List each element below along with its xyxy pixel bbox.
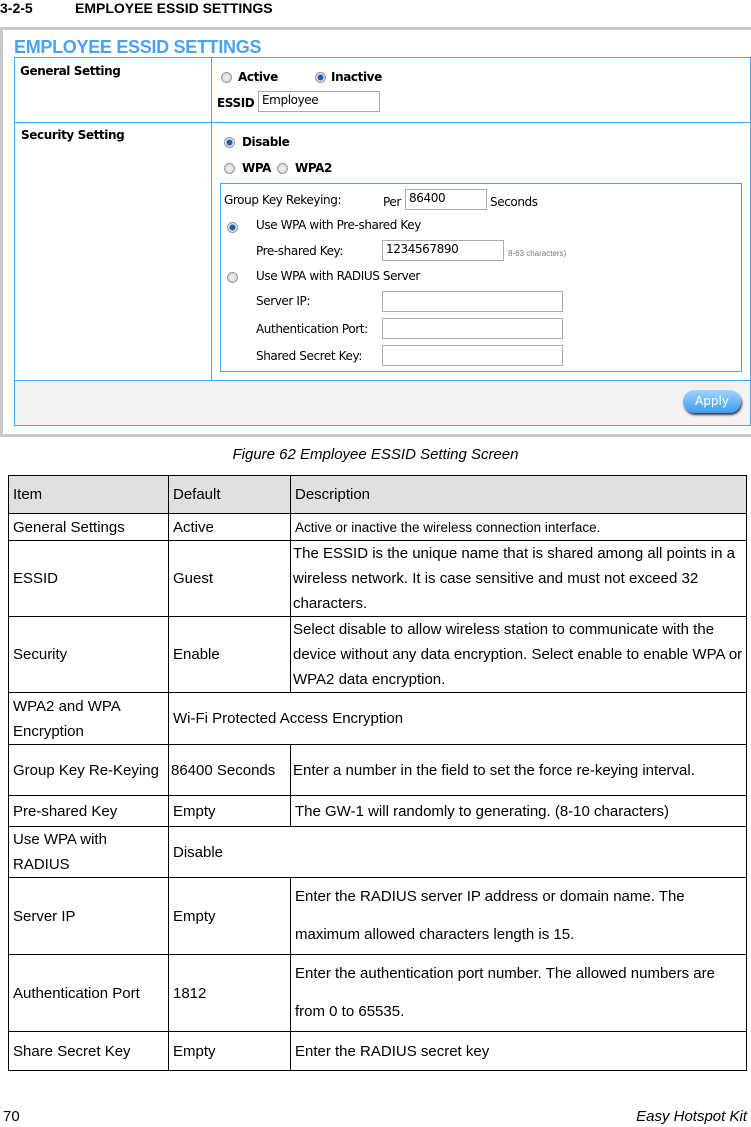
auth-port-label: Authentication Port: xyxy=(256,322,368,336)
table-row xyxy=(9,745,747,796)
screen-title: EMPLOYEE ESSID SETTINGS xyxy=(14,37,262,57)
disable-radio[interactable] xyxy=(224,137,235,148)
cell: Empty xyxy=(169,1032,291,1071)
cell: Group Key Re-Keying xyxy=(9,745,169,796)
cell: Use WPA with RADIUS xyxy=(9,827,169,878)
cell: WPA2 and WPA Encryption xyxy=(9,693,169,745)
cell: Guest xyxy=(169,541,291,617)
table-header xyxy=(9,476,747,514)
table-row xyxy=(9,827,747,878)
header-description: Description xyxy=(291,476,747,514)
psk-label: Pre-shared Key: xyxy=(256,244,344,258)
cell: General Settings xyxy=(9,514,169,541)
psk-option-label: Use WPA with Pre-shared Key xyxy=(256,218,421,232)
inactive-radio[interactable] xyxy=(315,72,326,83)
cell: 86400 Seconds xyxy=(169,745,291,796)
cell: Enter the authentication port number. The allowed numbers are from 0 to 65535. xyxy=(291,955,747,1032)
cell: Enter the RADIUS secret key xyxy=(291,1032,747,1071)
cell: 1812 xyxy=(169,955,291,1032)
security-setting-label: Security Setting xyxy=(21,128,125,142)
divider xyxy=(14,122,751,123)
cell: Active or inactive the wireless connection interface. xyxy=(291,514,747,541)
inactive-label: Inactive xyxy=(331,70,382,84)
figure-caption: Figure 62 Employee ESSID Setting Screen xyxy=(232,446,519,463)
cell: ESSID xyxy=(9,541,169,617)
psk-radio[interactable] xyxy=(227,222,238,233)
table-row xyxy=(9,955,747,1032)
server-ip-label: Server IP: xyxy=(256,294,310,308)
seconds-label: Seconds xyxy=(490,195,538,209)
essid-input[interactable]: Employee xyxy=(258,91,380,112)
psk-input[interactable]: 1234567890 xyxy=(382,240,504,261)
cell: Select disable to allow wireless station to communicate with the device without any data encryption. Select enable to enable WPA or WPA2 data encryption. xyxy=(291,617,747,693)
active-label: Active xyxy=(238,70,278,84)
disable-label: Disable xyxy=(242,135,290,149)
rekey-label: Group Key Rekeying: xyxy=(224,193,342,207)
cell: Enable xyxy=(169,617,291,693)
rekey-input[interactable]: 86400 xyxy=(405,189,487,210)
header-default: Default xyxy=(169,476,291,514)
secret-input[interactable] xyxy=(382,345,563,366)
cell: Wi-Fi Protected Access Encryption xyxy=(169,693,747,745)
cell: Share Secret Key xyxy=(9,1032,169,1071)
table-row xyxy=(9,878,747,955)
radius-option-label: Use WPA with RADIUS Server xyxy=(256,269,420,283)
cell: Pre-shared Key xyxy=(9,796,169,827)
cell: Active xyxy=(169,514,291,541)
cell: Enter a number in the field to set the force re-keying interval. xyxy=(291,745,747,796)
wpa-radio[interactable] xyxy=(224,163,235,174)
page-number: 70 xyxy=(3,1108,20,1125)
cell: Empty xyxy=(169,796,291,827)
header-item: Item xyxy=(9,476,169,514)
cell: The ESSID is the unique name that is shared among all points in a wireless network. It is case sensitive and must not exceed 32 characters. xyxy=(291,541,747,617)
wpa-label: WPA xyxy=(242,161,272,175)
secret-label: Shared Secret Key: xyxy=(256,349,362,363)
section-title: EMPLOYEE ESSID SETTINGS xyxy=(75,0,273,16)
table-row xyxy=(9,617,747,693)
cell: The GW-1 will randomly to generating. (8-10 characters) xyxy=(291,796,747,827)
settings-table xyxy=(8,475,747,1071)
section-heading xyxy=(0,0,273,16)
apply-bar xyxy=(15,381,750,425)
table-row xyxy=(9,1032,747,1071)
section-number: 3-2-5 xyxy=(0,0,33,16)
table-row xyxy=(9,693,747,745)
divider xyxy=(211,57,212,381)
table-row xyxy=(9,514,747,541)
psk-hint: 8-63 characters) xyxy=(508,249,567,258)
active-radio[interactable] xyxy=(221,72,232,83)
cell: Enter the RADIUS server IP address or domain name. The maximum allowed characters length is 15. xyxy=(291,878,747,955)
general-setting-label: General Setting xyxy=(20,64,121,78)
table-row xyxy=(9,796,747,827)
product-name: Easy Hotspot Kit xyxy=(636,1108,747,1125)
cell: Empty xyxy=(169,878,291,955)
cell: Server IP xyxy=(9,878,169,955)
per-label: Per xyxy=(383,195,401,209)
radius-radio[interactable] xyxy=(227,272,238,283)
cell: Authentication Port xyxy=(9,955,169,1032)
wpa2-label: WPA2 xyxy=(295,161,332,175)
table-row xyxy=(9,541,747,617)
essid-label: ESSID xyxy=(217,96,255,110)
auth-port-input[interactable] xyxy=(382,318,563,339)
wpa2-radio[interactable] xyxy=(277,163,288,174)
cell: Security xyxy=(9,617,169,693)
server-ip-input[interactable] xyxy=(382,291,563,312)
cell: Disable xyxy=(169,827,747,878)
apply-button[interactable]: Apply xyxy=(683,390,741,413)
